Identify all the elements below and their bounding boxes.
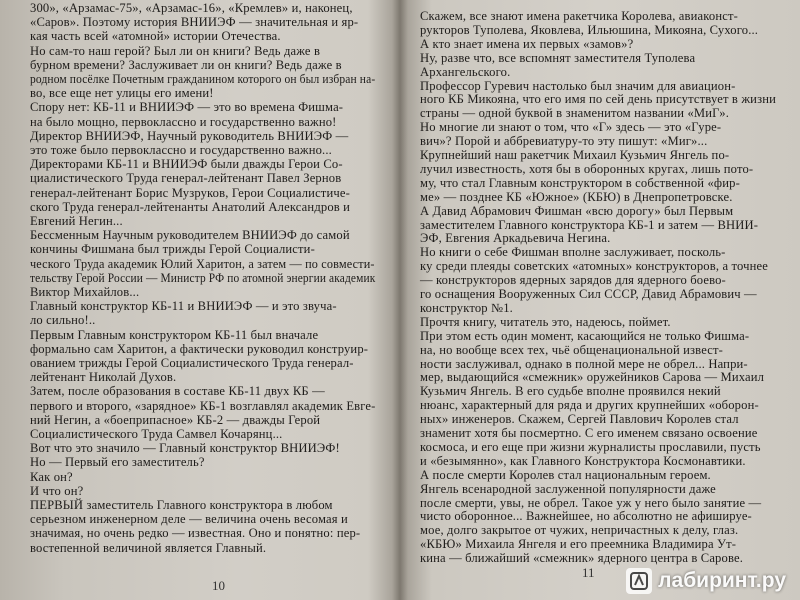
text-line: вич»? Порой и аббревиатуру-то эту пишут: «Миг»...: [420, 134, 708, 149]
text-line: мое, долго закрытое от чужих, непричастных к делу, глаз.: [420, 523, 739, 538]
text-line: При этом есть один момент, касающийся не только Фишма-: [420, 328, 750, 343]
text-line: кончины Фишмана был трижды Герой Социалисти-: [30, 242, 315, 257]
text-line: чисто оборонное... Важнейшее, но абсолютно не афишируе-: [420, 509, 752, 524]
text-line: Профессор Гуревич настолько был значим для авиацион-: [420, 78, 736, 93]
text-line: му, что стал Главным конструктором в собственной «фир-: [420, 175, 740, 190]
text-line: ку среди плеяды советских «атомных» конструкторов, а точнее: [420, 259, 768, 274]
text-line: Бессменным Научным руководителем ВНИИЭФ до самой: [30, 228, 350, 243]
text-line: «Саров». Поэтому история ВНИИЭФ — значительная и яр-: [30, 15, 359, 30]
text-line: Главный конструктор КБ-11 и ВНИИЭФ — и это звуча-: [30, 299, 337, 314]
text-line: генерал-лейтенант Борис Музруков, Герои Социалистиче-: [30, 185, 350, 200]
text-line: Кузьмич Янгель. В его судьбе вполне проявился некий: [420, 384, 721, 399]
text-line: Но сам-то наш герой? Был ли он книги? Ведь даже в: [30, 43, 321, 58]
text-line: значимая, но очень редко — известная. Оно и понятно: пер-: [30, 526, 361, 541]
text-line: тельству Герой России — Министр РФ по атомной энергии академик: [30, 270, 376, 285]
text-line: серьезном инженерном деле — величина очень весомая и: [30, 512, 348, 527]
text-line: первого и второго, «зарядное» КБ-1 возглавлял академик Евге-: [30, 398, 376, 413]
text-line: ного КБ Микояна, что его имя по сей день присутствует в жизни: [420, 92, 776, 107]
text-line: го оснащения Вооруженных Сил СССР, Давид Абрамович —: [420, 287, 757, 301]
text-line: ческого Труда академик Юлий Харитон, а затем — по совмести-: [30, 256, 375, 271]
text-line: Архангельского.: [420, 64, 511, 79]
text-line: ованием трижды Герой Социалистического Труда генерал-: [30, 356, 354, 370]
text-line: во, все еще нет улицы его имени!: [30, 86, 214, 101]
text-line: рукторов Туполева, Яковлева, Ильюшина, Микояна, Сухого...: [420, 22, 759, 37]
labirint-watermark: [626, 568, 786, 594]
text-line: Но — Первый его заместитель?: [30, 455, 205, 470]
text-line: это тоже было первоклассно и государственно важно...: [30, 143, 332, 157]
text-line: Спору нет: КБ-11 и ВНИИЭФ — это во времена Фишма-: [30, 100, 344, 115]
text-line: на было мощно, первоклассно и государственно важно!: [30, 114, 337, 129]
text-line: космоса, и его еще при жизни журналисты прославили, пусть: [420, 439, 761, 454]
text-line: Скажем, все знают имена ракетчика Королева, авиаконст-: [420, 9, 738, 23]
text-line: лучил известность, хотя бы в оборонных кругах, лишь пото-: [420, 161, 754, 176]
text-line: востепенной величиной является Главный.: [30, 540, 267, 555]
text-line: знаменит хотя бы посмертно. С его именем связано освоение: [420, 426, 758, 440]
text-line: Виктор Михайлов...: [30, 285, 140, 299]
text-line: бурном времени? Заслуживает ли он книги? Ведь даже в: [30, 57, 342, 72]
text-line: Первым Главным конструктором КБ-11 был вначале: [30, 327, 319, 342]
text-line: конструктор №1.: [420, 300, 513, 315]
text-line: А кто знает имена их первых «замов»?: [420, 36, 634, 51]
text-line: на, но вообще всех тех, чьё общенациональной извест-: [420, 342, 723, 357]
text-line: ме» — позднее КБ «Южное» (КБЮ) в Днепропетровске.: [420, 189, 733, 204]
text-line: Директорами КБ-11 и ВНИИЭФ были дважды Герои Со-: [30, 157, 343, 172]
text-line: Прочтя книгу, читатель это, надеюсь, поймет.: [420, 314, 671, 329]
text-line: Но книги о себе Фишман вполне заслуживает, посколь-: [420, 245, 726, 260]
text-line: «КБЮ» Михаила Янгеля и его преемника Владимира Ут-: [420, 537, 737, 552]
text-line: и «безымянно», как Главного Конструктора Космонавтики.: [420, 453, 746, 468]
text-line: родном посёлке Почетным гражданином которого он был избран на-: [30, 72, 376, 86]
text-line: — конструкторов ядерных зарядов для ядерного боево-: [420, 273, 726, 288]
text-line: мер, выдающийся «смежник» оружейников Сарова — Михаил: [420, 370, 765, 385]
labirint-logo-icon: [626, 568, 652, 594]
text-line: Янгель всенародной заслуженной популярности даже: [420, 481, 716, 496]
text-line: А Давид Абрамович Фишман «всю дорогу» был Первым: [420, 203, 734, 218]
text-line: Затем, после образования в составе КБ-11 двух КБ —: [30, 384, 325, 399]
left-page: [0, 0, 398, 600]
text-line: ПЕРВЫЙ заместитель Главного конструктора в любом: [30, 498, 333, 512]
text-line: ло сильно!..: [30, 313, 96, 328]
right-page: [402, 0, 800, 600]
text-line: ности заслуживал, однако в полной мере не обрел... Напри-: [420, 356, 748, 371]
text-line: И что он?: [30, 483, 84, 498]
text-line: кина — ближайший «смежник» ядерного центра в Сарове.: [420, 551, 744, 566]
text-line: Ну, разве что, все вспомнят заместителя Туполева: [420, 50, 696, 65]
text-line: после смерти, увы, не обрел. Такое уж у него было занятие —: [420, 495, 762, 510]
text-line: 300», «Арзамас-75», «Арзамас-16», «Кремлев» и, наконец,: [30, 1, 353, 15]
text-line: Крупнейший наш ракетчик Михаил Кузьмич Янгель по-: [420, 148, 730, 162]
text-line: ний Негин, а «боеприпасное» КБ-2 — дважды Герой: [30, 412, 321, 427]
text-line: Директор ВНИИЭФ, Научный руководитель ВНИИЭФ —: [30, 128, 349, 143]
text-line: Как он?: [30, 469, 73, 484]
text-line: ЭФ, Евгения Аркадьевича Негина.: [420, 231, 611, 246]
text-line: нюанс, характерный для ряда и других крупнейших «оборон-: [420, 398, 759, 413]
watermark-text: лабиринт.ру: [658, 569, 786, 592]
right-page-number: 11: [582, 565, 595, 580]
text-line: ского Труда генерал-лейтенанты Анатолий Александров и: [30, 199, 351, 214]
text-line: Вот что это значило — Главный конструктор ВНИИЭФ!: [30, 441, 340, 456]
text-line: формально сам Харитон, а фактически руководил конструир-: [30, 341, 369, 356]
text-line: Социалистического Труда Самвел Кочарянц...: [30, 427, 283, 441]
left-page-number: 10: [212, 578, 225, 593]
text-line: страны — одной буквой в знаменитом названии «МиГ».: [420, 106, 730, 121]
text-line: заместителем Главного конструктора КБ-1 и затем — ВНИИ-: [420, 217, 759, 232]
text-line: кая часть всей «атомной» истории Отечества.: [30, 29, 281, 44]
text-line: лейтенант Николай Духов.: [30, 370, 177, 385]
text-line: Евгений Негин...: [30, 214, 123, 228]
text-line: ных» инженеров. Скажем, Сергей Павлович Королев стал: [420, 412, 739, 427]
text-line: А после смерти Королев стал национальным героем.: [420, 467, 711, 482]
text-line: Но многие ли знают о том, что «Г» здесь — это «Гуре-: [420, 120, 722, 135]
text-line: циалистического Труда генерал-лейтенант Павел Зернов: [30, 171, 342, 186]
